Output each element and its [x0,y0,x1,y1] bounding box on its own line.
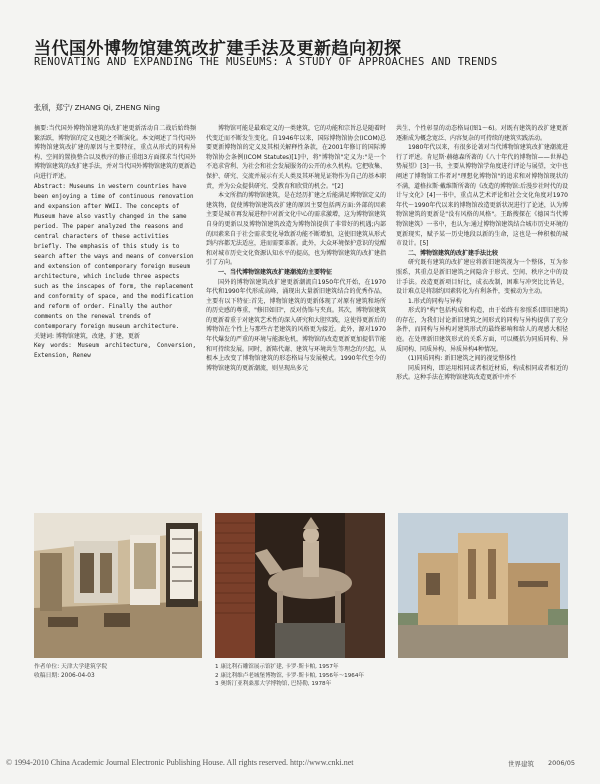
body-paragraph: 国外的博物馆建筑改扩建更新潮流自1950年代开始，在1970年代和1990年代形成高峰，涌现出大量新旧建筑结合的优秀作品，主要有以下特征:首先，博物馆建筑的更新体现了对原有建筑和场所的历史感的尊重，"修旧如旧"，反对伪饰与夹真。其次，博物馆建筑的更新着重于对建筑艺术性的深入研究和大胆实践，这使得更新后的博物馆在个性上与那些古老建筑的风格更为接近。此外，源对1970年代爆发的严重的环境与能源危机，博物馆的改造更新更加提倡节能和可持续发展。同时，新陈代谢、建筑与环境共生等理念的兴起，从根本上改变了博物馆建筑的形态格局与发展模式。1990年代至今的博物馆建筑的更新潮流，则呈现出多元 [206,278,387,372]
photo-museum-exterior [398,513,568,658]
authors: 张颀，郑宁/ ZHANG Qi, ZHENG Ning [34,103,160,112]
body-paragraph: 研究既有建筑的改扩建应将新旧建筑视为一个整体，互为参照系，其重点是新旧建筑之间隐含于形式、空间、秩序之中的设计手法。改造更新项目好比，成衣改制，困难与冲突比比皆是，设计难点是将制约因素转化为有利条件，变被动为主动。 [396,259,568,296]
body-paragraph: 本文所指的博物馆建筑，是在经历扩建之后能满足博物馆定义的建筑物，促使博物馆建筑改扩建的原因主要包括两方面:外部的因素主要是城市再发展进程中对新文化中心的需求激增，这为博物馆建筑自身的更新以及博物馆建筑改造为博物馆提供了非常好的机遇;内部的因素来自于社会需求变化导致新功能不断增加，这使旧建筑从形式到内容都无法适应，进而需要革新。此外，大众环境保护意识的觉醒和对城市历史文化资源认知水平的提高，也为博物馆建筑的改扩建指引了方向。 [206,192,387,267]
section-heading: 二、博物馆建筑的改扩建手法比较 [408,249,499,257]
figure-captions [215,663,364,689]
keywords-cn: 关键词: 博物馆建筑，改建，扩建，更新 [34,332,140,340]
section-heading: 一、当代博物馆建筑改扩建潮流的主要特征 [218,268,333,276]
keywords-en: Key words: Museum architecture, Conversion, Extension, Renew [34,343,196,360]
issue-number: 2006/05 [548,759,576,767]
body-paragraph: 1980年代以来，有很多论著对当代博物馆建筑改扩建潮流进行了评述。肯尼斯·赫德森所著的《八十年代的博物馆——世界趋势展望》[3]一书，主要从博物馆学角度进行评论与展望，文中也阐述了博物馆工作者对"理想化博物馆"的追求和对博物馆现状的不满，道格拉斯·戴维斯所著的《改造的博物馆:后漫步社时代的设计与文化》[4]一书中，重点从艺术评论和社会文化角度对1970年代～1990年代以来的博物馆改造更新状况进行了论述，认为博物馆建筑的更新是"没有风格的风格"。王路搜探在《德国当代博物馆建筑》一书中，也认为:通过博物馆建筑结合城市历史环境的更新现实，赋予某一历史地段以新的生命，这也是一种积极的城市设计。[5] [396,144,568,248]
column-2 [206,124,386,373]
subsection-heading: (1)同质同构: 新旧建筑之间的视觉整体性 [408,355,517,363]
figure-caption: 2 康比利维卢老城堡博物馆, 卡罗·斯卡帕, 1956年～1964年 [215,672,364,679]
page-footer [0,754,600,776]
body-paragraph: 博物馆可能是最难定义的一类建筑，它的功能和宗旨总是随着时代变迁而不断发生变化。自1946年以来，国际博物馆协会(ICOM)总要更新博物馆的定义及其相关解释性条款，在2001年修订的国际博物馆协会条例(ICOM Statutes)[1]中，将"博物馆"定义为:"是一个不追求营利、为社会和社会发展服务的公开的永久机构。它把收集、保护、研究、交流并展示有关人类及其环境见证物作为自己的基本职责，并为公众提供研究、受教育和欣赏的机会。"[2] [206,125,387,190]
journal-name: 世界建筑 [508,760,534,768]
equestrian-statue-illustration [215,513,385,658]
body-paragraph: 同质同构，即运用相同或者相近材质，构成相同或者相近的形式。这种手法在博物馆建筑改造更新中并不 [396,364,568,382]
abstract-cn: 摘要:当代国外博物馆建筑的改扩建更新活动自二战后始终频繁活跃，博物馆的定义也随之不断演化。本文阐述了当代国外博物馆建筑改扩建的原因与主要特征，重点从形式的同构异构、空间的置换整合以及秩序的修正重组3方面探求当代国外博物馆建筑的改扩建手法，并对当代国外博物馆建筑的更新趋向进行评述。 [34,125,197,180]
photo-equestrian-statue [215,513,385,658]
body-paragraph: 形式的"构"包括构成和构造，由于始终有参照系(即旧建筑)的存在，为我们讨论新旧建筑之间形式的同构与异构提供了充分条件，而同构与异构对建筑形式的最终影响和给人的观感大相径庭。在处理新旧建筑形式的关系方面，可以概括为同质同构、异质同构、同质异构、异质异构4种情况。 [396,307,568,353]
article-title-cn: 当代国外博物馆建筑改扩建手法及更新趋向初探 [34,39,402,59]
gallery-interior-illustration [34,513,202,658]
copyright-notice: © 1994-2010 China Academic Journal Electronic Publishing House. All rights reserved. http://www.cnki.net [6,758,354,767]
figure-caption: 1 康比利石雕馆展示馆扩建, 卡罗·斯卡帕, 1957年 [215,664,339,670]
column-3 [396,124,568,383]
photo-gallery-interior [34,513,202,658]
received-date: 收稿日期: 2006-04-03 [34,672,95,679]
figure-caption: 3 奥斯汀亚利桑那大学博物馆, 巴特勒, 1978年 [215,681,332,687]
subsection-heading: 1.形式的同构与异构 [408,297,462,305]
author-affiliation: 作者单位: 天津大学建筑学院 [34,664,108,670]
author-info [34,663,107,680]
museum-exterior-illustration [398,513,568,658]
article-title-en: RENOVATING AND EXPANDING THE MUSEUMS: A STUDY OF APPROACHES AND TRENDS [34,56,498,68]
body-paragraph: 共生、个性彰显的动态格局(图1～6)。对既有建筑的改扩建更新逐渐成为概念宽泛、内容复杂的可持续的建筑实践活动。 [396,125,568,142]
column-1 [34,124,196,361]
abstract-en: Abstract: Museums in western countries have been enjoying a time of continuous renovation and expansion after WWII. The concepts of Museum have also vastly changed in the same period. The paper analyzed the reasons and central characters of these activities briefly. The emphasis of this study is to search after the ways and means of conversion and extension of contemporary foreign museum architecture, which include three aspects such as the inscapes of form, the replacement and conformity of space, and the modification and reform of order. Finally the author comments on the renewal trends of contemporary foreign museum architecture. [34,183,194,330]
